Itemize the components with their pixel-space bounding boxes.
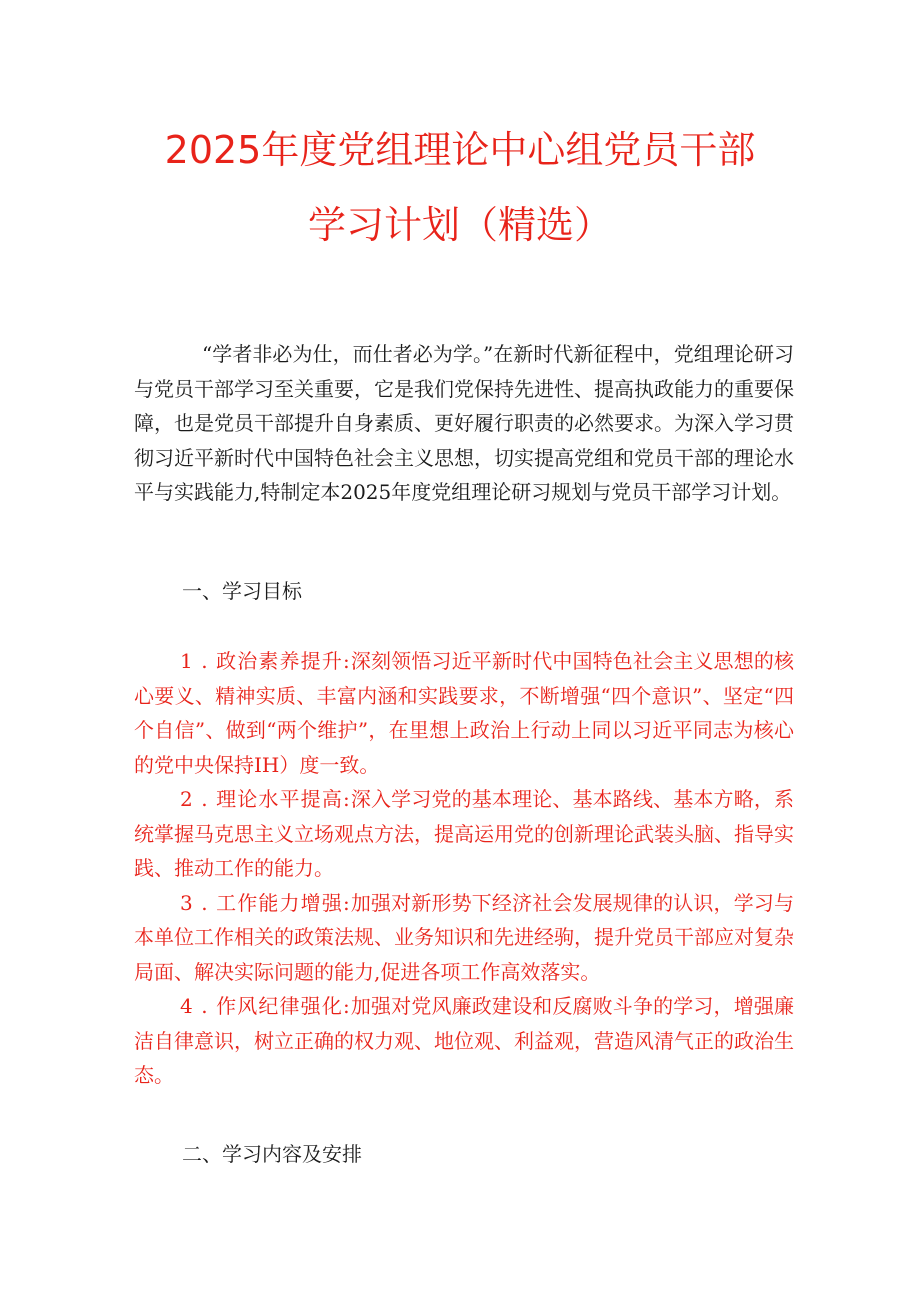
goal-text: 深入学习党的基本理论、基本路线、基本方略，系统掌握马克思主义立场观点方法，提高运用党的创新理论武装头脑、指导实践、推动工作的能力。	[134, 787, 794, 880]
section1-heading: 一、学习目标	[182, 579, 302, 603]
goal-label: 2 . 理论水平提高:	[180, 787, 351, 811]
document-title-line2: 学习计划（精选）	[307, 203, 612, 247]
goal-item	[134, 782, 794, 886]
section2-heading: 二、学习内容及安排	[182, 1142, 362, 1166]
goal-label: 4 . 作风纪律强化:	[180, 994, 351, 1018]
goal-item	[134, 644, 794, 782]
intro-paragraph	[134, 337, 794, 510]
goal-text: 深刻领悟习近平新时代中国特色社会主义思想的核心要义、精神实质、丰富内涵和实践要求，不断增强“四个意识”、坚定“四个自信”、做到“两个维护”，在里想上政治上行动上同以习近平同志为核心的党中央保持IH）度一致。	[134, 649, 794, 777]
goal-item	[134, 886, 794, 990]
goal-label: 1 . 政治素养提升:	[180, 649, 351, 673]
goals-list	[134, 644, 794, 1093]
goal-text: 加强对党风廉政建设和反腐败斗争的学习，增强廉洁自律意识，树立正确的权力观、地位观、利益观，营造风清气正的政治生态。	[134, 994, 794, 1087]
goal-item	[134, 989, 794, 1093]
goal-label: 3 . 工作能力增强:	[180, 890, 351, 915]
goal-text: 加强对新形势下经济社会发展规律的认识，学习与本单位工作相关的政策法规、业务知识和先进经驹，提升党员干部应对复杂局面、解决实际问题的能力,促进各项工作高效落实。	[134, 890, 794, 984]
document-title-line1: 2025年度党组理论中心组党员干部	[164, 128, 756, 172]
intro-text: “学者非必为仕，而仕者必为学。”在新时代新征程中，党组理论研习与党员干部学习至关重要，它是我们党保持先进性、提高执政能力的重要保障，也是党员干部提升自身素质、更好履行职责的必然要求。为深入学习贯彻习近平新时代中国特色社会主义思想，切实提高党组和党员干部的理论水平与实践能力,特制定本2025年度党组理论研习规划与党员干部学习计划。	[134, 342, 794, 504]
